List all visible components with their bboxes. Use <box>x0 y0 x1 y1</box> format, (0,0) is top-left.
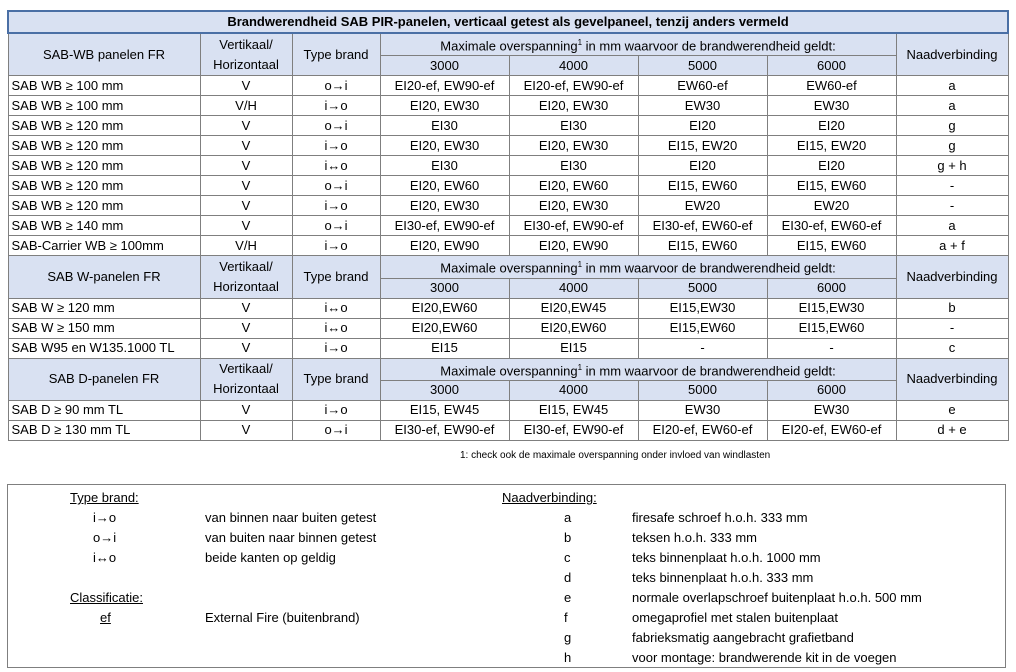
span-value-5000: EW30 <box>638 96 767 116</box>
span-value-4000: EI15 <box>509 338 638 358</box>
max-span-text: Maximale overspanning <box>440 38 578 54</box>
legend-desc: van buiten naar binnen getest <box>205 530 377 545</box>
span-value-3000: EI20,EW60 <box>380 318 509 338</box>
panel-name: SAB-Carrier WB ≥ 100mm <box>8 236 200 256</box>
legend-desc: teks binnenplaat h.o.h. 333 mm <box>632 570 814 585</box>
legend-desc: voor montage: brandwerende kit in de voegen <box>632 650 897 665</box>
legend-sym: b <box>564 530 572 545</box>
type-brand-header: Type brand <box>292 358 380 400</box>
seam-cell: - <box>896 196 1008 216</box>
legend-sym: ef <box>100 610 111 625</box>
panel-name: SAB D ≥ 130 mm TL <box>8 420 200 440</box>
type-brand-cell: i→o <box>292 96 380 116</box>
span-value-6000: EI20 <box>767 116 896 136</box>
legend-sym: e <box>564 590 572 605</box>
type-brand-cell: i↔o <box>292 156 380 176</box>
span-value-6000: EW30 <box>767 400 896 420</box>
span-value-5000: EI30-ef, EW60-ef <box>638 216 767 236</box>
table-row <box>8 76 1008 96</box>
type-brand-cell: i→o <box>292 236 380 256</box>
type-brand-cell: o→i <box>292 176 380 196</box>
legend-desc: beide kanten op geldig <box>205 550 336 565</box>
panel-name: SAB W95 en W135.1000 TL <box>8 338 200 358</box>
orientation-cell: V <box>200 196 292 216</box>
span-value-5000: EI15, EW60 <box>638 176 767 196</box>
legend-desc: External Fire (buitenbrand) <box>205 610 360 625</box>
table-row <box>8 318 1008 338</box>
orientation-header <box>200 358 292 400</box>
table-row <box>8 116 1008 136</box>
legend-sym: d <box>564 570 572 585</box>
seam-header: Naadverbinding <box>896 358 1008 400</box>
orientation-cell: V <box>200 338 292 358</box>
section-title: SAB-WB panelen FR <box>8 33 200 76</box>
span-value-3000: EI20, EW30 <box>380 136 509 156</box>
legend-sym: f <box>564 610 568 625</box>
span-value-5000: EW30 <box>638 400 767 420</box>
orientation-header-line: Horizontaal <box>213 56 279 72</box>
span-value-3000: EI20, EW90 <box>380 236 509 256</box>
seam-cell: a <box>896 96 1008 116</box>
span-value-5000: EI20 <box>638 156 767 176</box>
legend-sym: o→i <box>93 530 117 545</box>
type-brand-cell: i→o <box>292 136 380 156</box>
max-span-text: Maximale overspanning <box>440 362 578 378</box>
seam-cell: c <box>896 338 1008 358</box>
span-header-3000: 3000 <box>380 380 509 400</box>
seam-cell: a + f <box>896 236 1008 256</box>
legend-sym: i→o <box>93 510 117 525</box>
span-value-4000: EI20, EW90 <box>509 236 638 256</box>
span-value-4000: EI30 <box>509 156 638 176</box>
type-brand-cell: i→o <box>292 338 380 358</box>
table-row <box>8 420 1008 440</box>
seam-cell: - <box>896 318 1008 338</box>
span-header-6000: 6000 <box>767 380 896 400</box>
orientation-header <box>200 256 292 298</box>
table-row <box>8 176 1008 196</box>
type-brand-cell: o→i <box>292 420 380 440</box>
span-header-4000: 4000 <box>509 278 638 298</box>
span-value-3000: EI15, EW45 <box>380 400 509 420</box>
span-value-3000: EI20, EW30 <box>380 196 509 216</box>
panel-name: SAB WB ≥ 120 mm <box>8 156 200 176</box>
type-brand-cell: o→i <box>292 76 380 96</box>
span-value-4000: EI30 <box>509 116 638 136</box>
panel-name: SAB WB ≥ 120 mm <box>8 176 200 196</box>
section-header-row <box>8 358 1008 380</box>
span-value-3000: EI30-ef, EW90-ef <box>380 216 509 236</box>
legend-sym: c <box>564 550 571 565</box>
span-value-6000: EW30 <box>767 96 896 116</box>
panel-name: SAB WB ≥ 120 mm <box>8 196 200 216</box>
span-value-4000: EI30-ef, EW90-ef <box>509 216 638 236</box>
span-value-6000: EI30-ef, EW60-ef <box>767 216 896 236</box>
table-row <box>8 236 1008 256</box>
panel-name: SAB WB ≥ 140 mm <box>8 216 200 236</box>
span-value-6000: EI15, EW60 <box>767 236 896 256</box>
seam-cell: - <box>896 176 1008 196</box>
span-value-6000: EI20-ef, EW60-ef <box>767 420 896 440</box>
span-value-5000: EI20 <box>638 116 767 136</box>
max-span-text: in mm waarvoor de brandwerendheid geldt: <box>582 38 836 54</box>
span-header-5000: 5000 <box>638 278 767 298</box>
table-row <box>8 196 1008 216</box>
panel-name: SAB WB ≥ 120 mm <box>8 136 200 156</box>
span-header-5000: 5000 <box>638 380 767 400</box>
table-row <box>8 216 1008 236</box>
span-value-5000: EW20 <box>638 196 767 216</box>
span-value-5000: EI15, EW60 <box>638 236 767 256</box>
span-value-3000: EI15 <box>380 338 509 358</box>
section-header-row <box>8 256 1008 278</box>
legend-desc: normale overlapschroef buitenplaat h.o.h. 500 mm <box>632 590 922 605</box>
type-brand-cell: o→i <box>292 116 380 136</box>
orientation-cell: V <box>200 420 292 440</box>
orientation-cell: V <box>200 216 292 236</box>
table-row <box>8 400 1008 420</box>
max-span-header <box>380 358 896 380</box>
legend-desc: firesafe schroef h.o.h. 333 mm <box>632 510 808 525</box>
span-value-4000: EI20, EW30 <box>509 196 638 216</box>
span-header-3000: 3000 <box>380 278 509 298</box>
orientation-header <box>200 33 292 76</box>
footnote-marker: 1 <box>577 260 583 270</box>
legend-box <box>7 484 1006 668</box>
legend-sym: a <box>564 510 572 525</box>
panel-name: SAB WB ≥ 120 mm <box>8 116 200 136</box>
legend-type-brand-title: Type brand: <box>70 490 139 505</box>
footnote-marker: 1 <box>577 362 583 372</box>
orientation-cell: V <box>200 116 292 136</box>
orientation-cell: V <box>200 156 292 176</box>
legend-sym: h <box>564 650 572 665</box>
type-brand-cell: i→o <box>292 400 380 420</box>
seam-cell: e <box>896 400 1008 420</box>
section-title: SAB W-panelen FR <box>8 256 200 298</box>
span-value-5000: EW60-ef <box>638 76 767 96</box>
orientation-cell: V <box>200 400 292 420</box>
span-value-6000: EI15,EW30 <box>767 298 896 318</box>
table-row <box>8 136 1008 156</box>
span-value-6000: EI15, EW20 <box>767 136 896 156</box>
legend-seam-title: Naadverbinding: <box>502 490 597 505</box>
panel-name: SAB W ≥ 120 mm <box>8 298 200 318</box>
legend-desc: teksen h.o.h. 333 mm <box>632 530 758 545</box>
span-value-6000: EW20 <box>767 196 896 216</box>
orientation-cell: V <box>200 298 292 318</box>
orientation-header-line: Horizontaal <box>213 278 279 294</box>
seam-header: Naadverbinding <box>896 33 1008 76</box>
legend-desc: omegaprofiel met stalen buitenplaat <box>632 610 838 625</box>
orientation-cell: V/H <box>200 236 292 256</box>
seam-cell: g <box>896 116 1008 136</box>
span-value-5000: EI15,EW60 <box>638 318 767 338</box>
orientation-header-line: Vertikaal/ <box>219 36 273 52</box>
section-header-row <box>8 33 1008 56</box>
span-value-4000: EI20,EW60 <box>509 318 638 338</box>
orientation-cell: V <box>200 136 292 156</box>
span-value-3000: EI30 <box>380 156 509 176</box>
orientation-cell: V <box>200 318 292 338</box>
max-span-header <box>380 33 896 56</box>
span-value-3000: EI30 <box>380 116 509 136</box>
type-brand-header: Type brand <box>292 33 380 76</box>
fire-resistance-table <box>7 10 1009 441</box>
seam-cell: g <box>896 136 1008 156</box>
span-header-5000: 5000 <box>638 56 767 76</box>
max-span-text: in mm waarvoor de brandwerendheid geldt: <box>582 362 836 378</box>
seam-header: Naadverbinding <box>896 256 1008 298</box>
table-title: Brandwerendheid SAB PIR-panelen, verticaal getest als gevelpaneel, tenzij anders vermeld <box>8 11 1008 33</box>
span-value-6000: EI20 <box>767 156 896 176</box>
span-value-4000: EI15, EW45 <box>509 400 638 420</box>
span-value-4000: EI20, EW30 <box>509 136 638 156</box>
max-span-text: Maximale overspanning <box>440 260 578 276</box>
span-value-3000: EI20,EW60 <box>380 298 509 318</box>
seam-cell: d + e <box>896 420 1008 440</box>
span-header-6000: 6000 <box>767 56 896 76</box>
span-value-6000: - <box>767 338 896 358</box>
max-span-header <box>380 256 896 278</box>
span-header-3000: 3000 <box>380 56 509 76</box>
orientation-cell: V <box>200 176 292 196</box>
span-value-3000: EI20, EW60 <box>380 176 509 196</box>
legend-desc: teks binnenplaat h.o.h. 1000 mm <box>632 550 821 565</box>
panel-name: SAB D ≥ 90 mm TL <box>8 400 200 420</box>
type-brand-cell: i→o <box>292 196 380 216</box>
orientation-cell: V <box>200 76 292 96</box>
panel-name: SAB WB ≥ 100 mm <box>8 76 200 96</box>
span-header-6000: 6000 <box>767 278 896 298</box>
legend-desc: fabrieksmatig aangebracht grafietband <box>632 630 854 645</box>
span-value-4000: EI30-ef, EW90-ef <box>509 420 638 440</box>
seam-cell: g + h <box>896 156 1008 176</box>
footnote: 1: check ook de maximale overspanning onder invloed van windlasten <box>460 450 771 461</box>
seam-cell: b <box>896 298 1008 318</box>
type-brand-cell: i↔o <box>292 298 380 318</box>
span-value-6000: EI15, EW60 <box>767 176 896 196</box>
span-value-6000: EW60-ef <box>767 76 896 96</box>
legend-class-title: Classificatie: <box>70 590 143 605</box>
span-value-3000: EI20-ef, EW90-ef <box>380 76 509 96</box>
type-brand-header: Type brand <box>292 256 380 298</box>
span-value-4000: EI20, EW30 <box>509 96 638 116</box>
table-row <box>8 96 1008 116</box>
seam-cell: a <box>896 76 1008 96</box>
span-value-4000: EI20-ef, EW90-ef <box>509 76 638 96</box>
legend-desc: van binnen naar buiten getest <box>205 510 377 525</box>
span-value-5000: - <box>638 338 767 358</box>
span-header-4000: 4000 <box>509 380 638 400</box>
span-value-3000: EI20, EW30 <box>380 96 509 116</box>
panel-name: SAB W ≥ 150 mm <box>8 318 200 338</box>
max-span-text: in mm waarvoor de brandwerendheid geldt: <box>582 260 836 276</box>
span-value-4000: EI20, EW60 <box>509 176 638 196</box>
span-value-5000: EI15,EW30 <box>638 298 767 318</box>
legend-sym: i↔o <box>93 550 117 565</box>
panel-name: SAB WB ≥ 100 mm <box>8 96 200 116</box>
span-value-3000: EI30-ef, EW90-ef <box>380 420 509 440</box>
span-value-5000: EI20-ef, EW60-ef <box>638 420 767 440</box>
span-header-4000: 4000 <box>509 56 638 76</box>
seam-cell: a <box>896 216 1008 236</box>
type-brand-cell: o→i <box>292 216 380 236</box>
orientation-cell: V/H <box>200 96 292 116</box>
span-value-6000: EI15,EW60 <box>767 318 896 338</box>
span-value-4000: EI20,EW45 <box>509 298 638 318</box>
orientation-header-line: Horizontaal <box>213 381 279 397</box>
table-row <box>8 156 1008 176</box>
type-brand-cell: i↔o <box>292 318 380 338</box>
orientation-header-line: Vertikaal/ <box>219 361 273 377</box>
legend-sym: g <box>564 630 572 645</box>
footnote-marker: 1 <box>577 38 583 47</box>
table-row <box>8 298 1008 318</box>
table-row <box>8 338 1008 358</box>
section-title: SAB D-panelen FR <box>8 358 200 400</box>
span-value-5000: EI15, EW20 <box>638 136 767 156</box>
orientation-header-line: Vertikaal/ <box>219 258 273 274</box>
